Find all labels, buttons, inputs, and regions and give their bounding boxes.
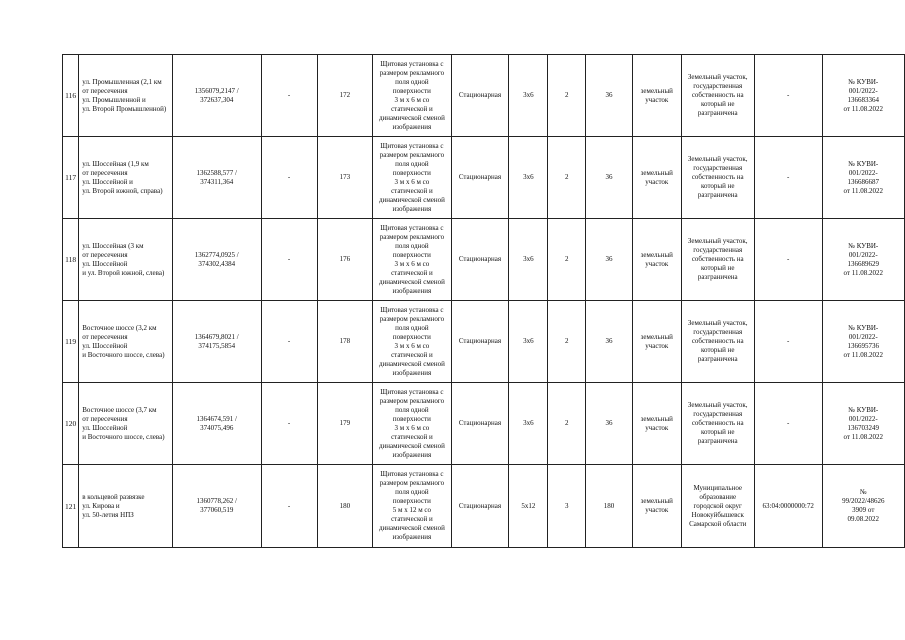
extract-reference-line: 136703249	[847, 423, 880, 432]
coordinates-cell	[172, 219, 261, 301]
structure-type-line: поля одной	[395, 77, 429, 86]
extract-reference-line: № КУВИ-	[848, 159, 879, 168]
ownership-line: собственность на	[691, 419, 744, 427]
place-number-cell: 172	[317, 55, 373, 137]
structure-type-line: поверхности	[392, 332, 431, 341]
extract-reference-line: 99/2022/48626	[842, 497, 885, 505]
cadastral-number-cell: -	[754, 137, 822, 219]
empty-value-cell: -	[261, 383, 317, 465]
table-row	[63, 383, 905, 465]
structure-kind-cell: Стационарная	[451, 55, 509, 137]
extract-reference-cell	[822, 383, 904, 465]
address-cell	[79, 55, 173, 137]
structure-type-line: Щитовая установка с	[380, 387, 444, 396]
address-line: и ул. Второй южной, слева)	[82, 268, 165, 277]
row-number-cell: 120	[63, 383, 79, 465]
address-cell	[79, 465, 173, 548]
structure-type-line: статической и	[391, 350, 433, 359]
coordinates-cell	[172, 137, 261, 219]
extract-reference-line: от 11.08.2022	[843, 432, 884, 441]
address-line: ул. Шоссейной	[82, 259, 128, 268]
coordinates-line: 1360778,262 /	[196, 497, 237, 505]
address-line: ул. Второй южной, справа)	[82, 186, 163, 195]
land-type-cell	[632, 219, 681, 301]
row-number-cell: 121	[63, 465, 79, 548]
ownership-line: который не	[701, 100, 735, 108]
address-line: и Восточного шоссе, слева)	[82, 432, 165, 441]
extract-reference-cell	[822, 137, 904, 219]
structure-type-line: поверхности	[392, 497, 431, 505]
structure-kind-cell: Стационарная	[451, 465, 509, 548]
structure-type-line: поверхности	[392, 86, 431, 95]
ownership-cell	[681, 219, 754, 301]
field-size-cell: 3х6	[509, 55, 548, 137]
ownership-line: разграничена	[697, 437, 738, 445]
structure-type-line: 3 м х 6 м со	[394, 95, 430, 104]
land-type-cell	[632, 301, 681, 383]
coordinates-line: 374302,4384	[198, 259, 236, 268]
structure-type-line: Щитовая установка с	[380, 59, 444, 68]
row-number-cell: 117	[63, 137, 79, 219]
place-number-cell: 179	[317, 383, 373, 465]
land-type-line: участок	[645, 423, 669, 432]
structure-type-line: размером рекламного	[379, 150, 445, 159]
extract-reference-cell	[822, 465, 904, 548]
structure-type-line: 3 м х 6 м со	[394, 341, 430, 350]
ownership-line: собственность на	[691, 255, 744, 263]
ownership-line: Новокуйбышевск	[691, 510, 744, 519]
ownership-line: государственная	[693, 82, 743, 90]
structure-type-line: поля одной	[395, 241, 429, 250]
row-number-cell: 116	[63, 55, 79, 137]
ownership-line: разграничена	[697, 109, 738, 117]
ownership-line: Земельный участок,	[687, 319, 748, 327]
extract-reference-line: № КУВИ-	[848, 323, 879, 332]
registry-table	[62, 54, 905, 548]
address-line: ул. 50-летия НПЗ	[82, 510, 134, 519]
ownership-line: разграничена	[697, 273, 738, 281]
address-line: ул. Кирова и	[82, 501, 120, 510]
sides-count-cell: 3	[548, 465, 586, 548]
structure-kind-cell: Стационарная	[451, 383, 509, 465]
place-number-cell: 178	[317, 301, 373, 383]
field-size-cell: 3х6	[509, 219, 548, 301]
land-type-cell	[632, 465, 681, 548]
ownership-line: государственная	[693, 410, 743, 418]
structure-type-cell	[373, 465, 451, 548]
coordinates-cell	[172, 465, 261, 548]
structure-kind-cell: Стационарная	[451, 137, 509, 219]
land-type-line: земельный	[640, 414, 673, 423]
structure-type-cell	[373, 137, 451, 219]
extract-reference-line: 3909 от	[852, 506, 875, 514]
structure-type-line: Щитовая установка с	[380, 223, 444, 232]
structure-type-line: изображения	[392, 450, 432, 459]
structure-type-line: изображения	[392, 533, 432, 541]
row-number-cell: 119	[63, 301, 79, 383]
field-size-cell: 3х6	[509, 137, 548, 219]
extract-reference-line: №	[859, 488, 867, 496]
extract-reference-cell	[822, 219, 904, 301]
field-size-cell: 3х6	[509, 383, 548, 465]
land-type-cell	[632, 383, 681, 465]
address-line: Восточное шоссе (3,2 км	[82, 323, 157, 332]
ownership-line: собственность на	[691, 173, 744, 181]
extract-reference-line: 136686687	[847, 177, 880, 186]
ownership-line: Земельный участок,	[687, 155, 748, 163]
structure-type-cell	[373, 383, 451, 465]
address-line: от пересечения	[82, 250, 128, 259]
table-row	[63, 137, 905, 219]
address-line: ул. Шоссейной и	[82, 177, 133, 186]
extract-reference-line: 136695736	[847, 341, 880, 350]
ownership-line: государственная	[693, 164, 743, 172]
land-type-line: земельный	[640, 168, 673, 177]
ownership-cell	[681, 55, 754, 137]
ownership-line: образование	[699, 492, 737, 501]
field-size-cell: 5х12	[509, 465, 548, 548]
structure-type-line: изображения	[392, 368, 432, 377]
address-line: ул. Промышленная (2,1 км	[82, 77, 162, 86]
land-type-line: земельный	[640, 250, 673, 259]
field-size-cell: 3х6	[509, 301, 548, 383]
coordinates-line: 1364674,591 /	[196, 414, 237, 423]
structure-type-line: 5 м х 12 м со	[392, 506, 432, 514]
cadastral-number-cell: -	[754, 219, 822, 301]
address-line: ул. Второй Промышленной)	[82, 104, 167, 113]
structure-kind-cell: Стационарная	[451, 219, 509, 301]
coordinates-line: 1362588,577 /	[196, 168, 237, 177]
address-cell	[79, 301, 173, 383]
coordinates-cell	[172, 55, 261, 137]
area-cell: 36	[586, 137, 633, 219]
structure-type-line: статической и	[391, 268, 433, 277]
sides-count-cell: 2	[548, 219, 586, 301]
cadastral-number-cell: 63:04:0000000:72	[754, 465, 822, 548]
address-line: ул. Промышленной и	[82, 95, 146, 104]
sides-count-cell: 2	[548, 301, 586, 383]
ownership-line: Земельный участок,	[687, 237, 748, 245]
structure-type-line: динамической сменой	[378, 195, 445, 204]
address-line: от пересечения	[82, 414, 128, 423]
coordinates-line: 374175,5854	[198, 341, 236, 350]
area-cell: 36	[586, 383, 633, 465]
coordinates-line: 377060,519	[200, 506, 234, 514]
land-type-line: участок	[645, 259, 669, 268]
structure-type-line: статической и	[391, 186, 433, 195]
extract-reference-line: 001/2022-	[848, 332, 878, 341]
address-line: ул. Шоссейной	[82, 423, 128, 432]
row-number-cell: 118	[63, 219, 79, 301]
structure-type-line: поля одной	[395, 488, 429, 496]
ownership-line: Земельный участок,	[687, 73, 748, 81]
address-cell	[79, 137, 173, 219]
coordinates-line: 372637,304	[200, 95, 234, 104]
empty-value-cell: -	[261, 219, 317, 301]
land-type-line: земельный	[640, 86, 673, 95]
sides-count-cell: 2	[548, 383, 586, 465]
coordinates-cell	[172, 301, 261, 383]
structure-type-line: статической и	[391, 104, 433, 113]
land-type-line: участок	[645, 341, 669, 350]
structure-type-line: статической и	[391, 515, 433, 523]
coordinates-line: 374311,364	[200, 177, 234, 186]
address-line: ул. Шоссейная (1,9 км	[82, 159, 149, 168]
table-row	[63, 55, 905, 137]
structure-type-line: поверхности	[392, 414, 431, 423]
extract-reference-line: 001/2022-	[848, 168, 878, 177]
table-row	[63, 465, 905, 548]
extract-reference-line: 001/2022-	[848, 86, 878, 95]
ownership-cell	[681, 301, 754, 383]
extract-reference-line: от 11.08.2022	[843, 350, 884, 359]
area-cell: 36	[586, 55, 633, 137]
extract-reference-line: № КУВИ-	[848, 241, 879, 250]
structure-type-line: Щитовая установка с	[380, 141, 444, 150]
table-row	[63, 301, 905, 383]
extract-reference-line: от 11.08.2022	[843, 186, 884, 195]
coordinates-line: 1362774,0925 /	[194, 250, 239, 259]
coordinates-line: 1356079,2147 /	[194, 86, 239, 95]
structure-type-line: изображения	[392, 204, 432, 213]
extract-reference-cell	[822, 301, 904, 383]
ownership-line: который не	[701, 182, 735, 190]
ownership-cell	[681, 383, 754, 465]
extract-reference-cell	[822, 55, 904, 137]
empty-value-cell: -	[261, 55, 317, 137]
structure-type-line: динамической сменой	[378, 359, 445, 368]
ownership-line: Земельный участок,	[687, 401, 748, 409]
structure-type-line: динамической сменой	[378, 113, 445, 122]
address-line: от пересечения	[82, 168, 128, 177]
table-row	[63, 219, 905, 301]
area-cell: 180	[586, 465, 633, 548]
structure-type-cell	[373, 301, 451, 383]
address-cell	[79, 219, 173, 301]
structure-type-line: динамической сменой	[378, 441, 445, 450]
place-number-cell: 173	[317, 137, 373, 219]
structure-type-line: поля одной	[395, 323, 429, 332]
address-line: Восточное шоссе (3,7 км	[82, 405, 157, 414]
structure-type-line: 3 м х 6 м со	[394, 177, 430, 186]
empty-value-cell: -	[261, 137, 317, 219]
land-type-line: земельный	[640, 497, 673, 505]
extract-reference-line: 09.08.2022	[847, 515, 880, 523]
ownership-line: который не	[701, 264, 735, 272]
structure-type-line: 3 м х 6 м со	[394, 423, 430, 432]
structure-type-line: изображения	[392, 286, 432, 295]
ownership-line: Самарской области	[689, 519, 747, 528]
sides-count-cell: 2	[548, 137, 586, 219]
ownership-line: который не	[701, 428, 735, 436]
ownership-line: разграничена	[697, 355, 738, 363]
address-line: ул. Шоссейной	[82, 341, 128, 350]
cadastral-number-cell: -	[754, 55, 822, 137]
address-cell	[79, 383, 173, 465]
coordinates-cell	[172, 383, 261, 465]
land-type-line: земельный	[640, 332, 673, 341]
cadastral-number-cell: -	[754, 383, 822, 465]
address-line: ул. Шоссейная (3 км	[82, 241, 144, 250]
place-number-cell: 176	[317, 219, 373, 301]
structure-kind-cell: Стационарная	[451, 301, 509, 383]
ownership-cell	[681, 465, 754, 548]
structure-type-line: размером рекламного	[379, 232, 445, 241]
land-type-line: участок	[645, 95, 669, 104]
extract-reference-line: от 11.08.2022	[843, 104, 884, 113]
cadastral-number-cell: -	[754, 301, 822, 383]
structure-type-cell	[373, 219, 451, 301]
empty-value-cell: -	[261, 465, 317, 548]
sides-count-cell: 2	[548, 55, 586, 137]
structure-type-line: динамической сменой	[378, 277, 445, 286]
ownership-line: Муниципальное	[693, 483, 743, 492]
extract-reference-line: № КУВИ-	[848, 405, 879, 414]
structure-type-cell	[373, 55, 451, 137]
structure-type-line: поля одной	[395, 405, 429, 414]
structure-type-line: поверхности	[392, 250, 431, 259]
address-line: от пересечения	[82, 86, 128, 95]
structure-type-line: статической и	[391, 432, 433, 441]
empty-value-cell: -	[261, 301, 317, 383]
ownership-line: собственность на	[691, 337, 744, 345]
land-type-line: участок	[645, 506, 669, 514]
area-cell: 36	[586, 301, 633, 383]
extract-reference-line: от 11.08.2022	[843, 268, 884, 277]
ownership-line: государственная	[693, 246, 743, 254]
structure-type-line: поверхности	[392, 168, 431, 177]
ownership-cell	[681, 137, 754, 219]
land-type-cell	[632, 137, 681, 219]
extract-reference-line: 136683364	[847, 95, 880, 104]
structure-type-line: изображения	[392, 122, 432, 131]
structure-type-line: Щитовая установка с	[380, 470, 444, 478]
structure-type-line: динамической сменой	[378, 524, 445, 532]
place-number-cell: 180	[317, 465, 373, 548]
address-line: в кольцевой развязке	[82, 492, 145, 501]
structure-type-line: размером рекламного	[379, 479, 445, 487]
structure-type-line: размером рекламного	[379, 68, 445, 77]
coordinates-line: 374075,496	[200, 423, 234, 432]
extract-reference-line: № КУВИ-	[848, 77, 879, 86]
structure-type-line: поля одной	[395, 159, 429, 168]
structure-type-line: размером рекламного	[379, 314, 445, 323]
extract-reference-line: 001/2022-	[848, 414, 878, 423]
ownership-line: который не	[701, 346, 735, 354]
ownership-line: разграничена	[697, 191, 738, 199]
ownership-line: государственная	[693, 328, 743, 336]
extract-reference-line: 001/2022-	[848, 250, 878, 259]
coordinates-line: 1364679,8021 /	[194, 332, 239, 341]
structure-type-line: Щитовая установка с	[380, 305, 444, 314]
area-cell: 36	[586, 219, 633, 301]
ownership-line: городской округ	[693, 501, 742, 510]
ownership-line: собственность на	[691, 91, 744, 99]
address-line: от пересечения	[82, 332, 128, 341]
land-type-cell	[632, 55, 681, 137]
address-line: и Восточного шоссе, слева)	[82, 350, 165, 359]
land-type-line: участок	[645, 177, 669, 186]
structure-type-line: 3 м х 6 м со	[394, 259, 430, 268]
extract-reference-line: 136689629	[847, 259, 880, 268]
structure-type-line: размером рекламного	[379, 396, 445, 405]
